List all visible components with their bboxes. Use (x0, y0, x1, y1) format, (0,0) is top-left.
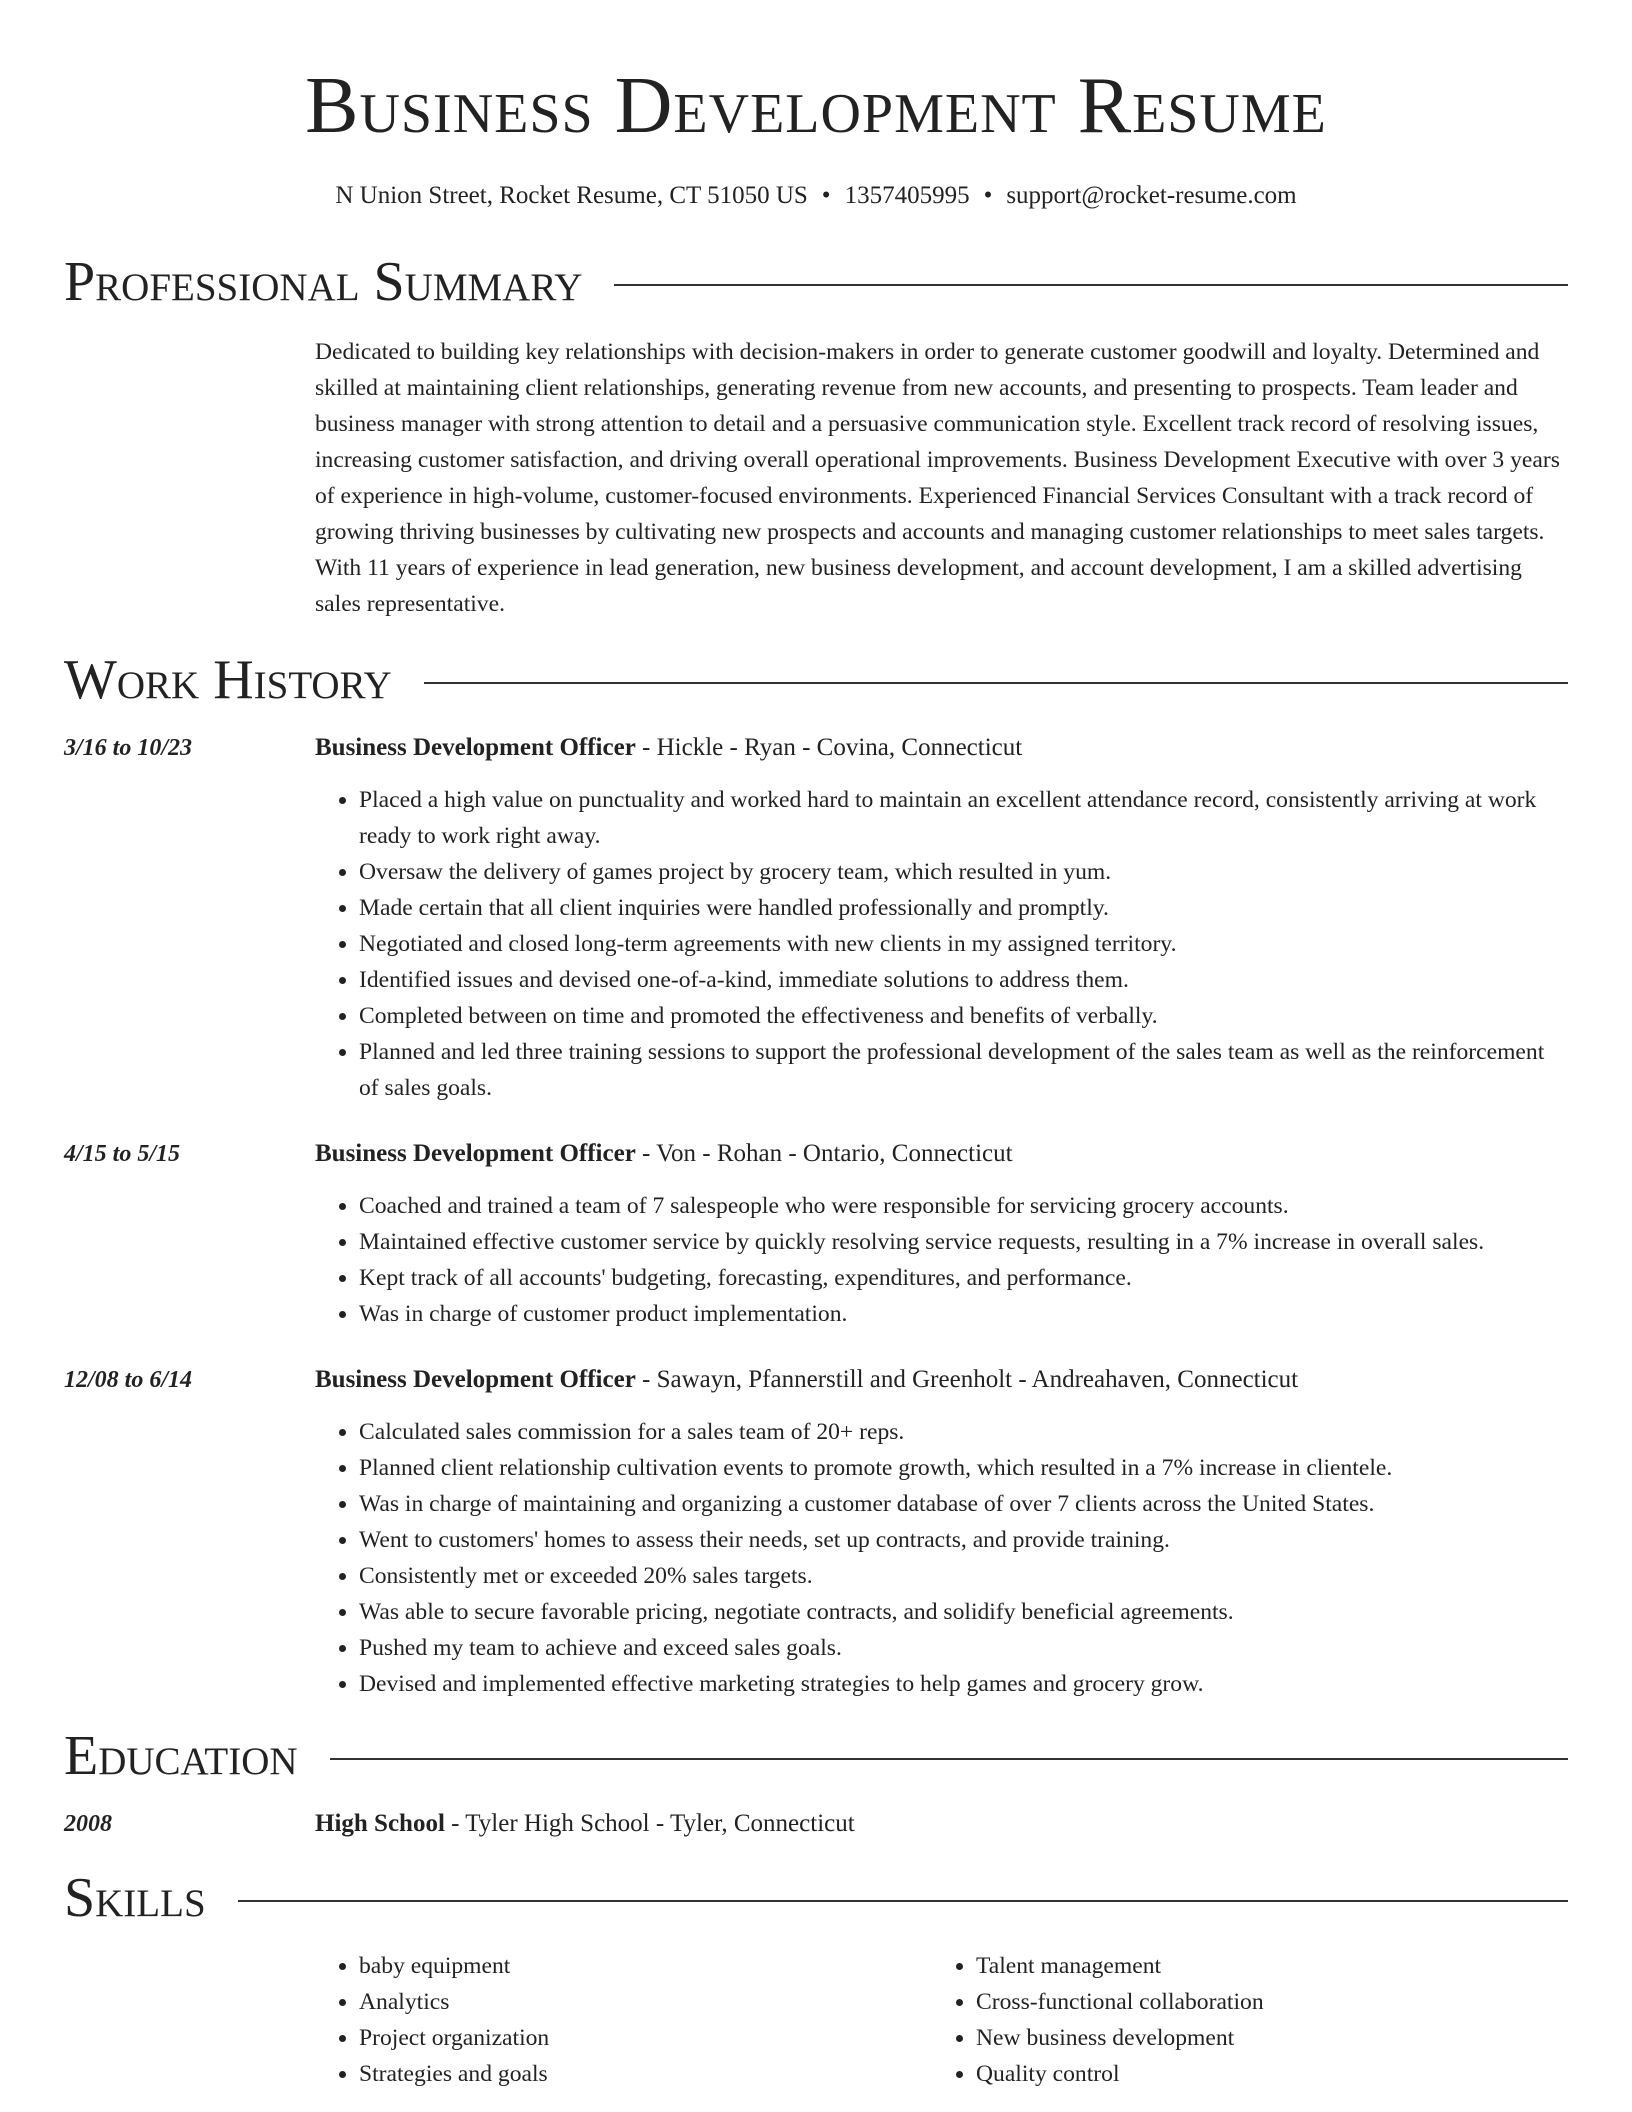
bullet-item: • Identified issues and devised one-of-a-kind, immediate solutions to address them. (359, 962, 1568, 998)
bullet-item: • Planned client relationship cultivation events to promote growth, which resulted in a 7% increase in clientele. (359, 1450, 1568, 1486)
skill-item: • Analytics (359, 1984, 932, 2020)
work-entry (64, 730, 1568, 1106)
contact-email: support@rocket-resume.com (1006, 182, 1297, 209)
bullet-item: • Pushed my team to achieve and exceed sales goals. (359, 1630, 1568, 1666)
work-body (315, 1136, 1568, 1332)
job-title: Business Development Officer (315, 734, 636, 761)
work-bullets (315, 1188, 1568, 1332)
section-title-work: Work History (64, 649, 392, 711)
work-dates: 12/08 to 6/14 (64, 1367, 193, 1393)
bullet-item: • Went to customers' homes to assess their needs, set up contracts, and provide training. (359, 1522, 1568, 1558)
job-details: - Von - Rohan - Ontario, Connecticut (635, 1140, 1013, 1167)
section-rule (424, 682, 1568, 684)
bullet-item: • Was in charge of maintaining and organizing a customer database of over 7 clients across the United States. (359, 1486, 1568, 1522)
work-entry (64, 1362, 1568, 1702)
work-headline (315, 1136, 1568, 1172)
skills-column-left (315, 1948, 932, 2092)
work-headline (315, 730, 1568, 766)
work-body (315, 730, 1568, 1106)
section-heading-skills (64, 1868, 1568, 1928)
skills-column-right (932, 1948, 1549, 2092)
bullet-item: • Devised and implemented effective marketing strategies to help games and grocery grow. (359, 1666, 1568, 1702)
skill-item: • Quality control (976, 2056, 1549, 2092)
school-details: - Tyler High School - Tyler, Connecticut (444, 1810, 855, 1837)
skill-item: • baby equipment (359, 1948, 932, 1984)
bullet-item: • Coached and trained a team of 7 salespeople who were responsible for servicing grocery accounts. (359, 1188, 1568, 1224)
bullet-item: • Calculated sales commission for a sales team of 20+ reps. (359, 1414, 1568, 1450)
section-title-skills: Skills (64, 1867, 206, 1929)
section-title-summary: Professional Summary (64, 251, 583, 313)
work-bullets (315, 782, 1568, 1106)
education-body (315, 1806, 1568, 1842)
summary-paragraph: Dedicated to building key relationships with decision-makers in order to generate customer goodwill and loyalty. Determined and skilled at maintaining client relationships, generating revenue from new accounts, and presenting to prospects. Team leader and business manager with strong attention to detail and a persuasive communication style. Excellent track record of resolving issues, increasing customer satisfaction, and driving overall operational improvements. Business Development Executive with over 3 years of experience in high-volume, customer-focused environments. Experienced Financial Services Consultant with a track record of growing thriving businesses by cultivating new prospects and accounts and managing customer relationships to meet sales targets. With 11 years of experience in lead generation, new business development, and account development, I am a skilled advertising sales representative. (315, 339, 1560, 617)
job-details: - Hickle - Ryan - Covina, Connecticut (635, 734, 1023, 761)
education-year: 2008 (64, 1811, 112, 1837)
contact-line (64, 180, 1568, 212)
education-headline (315, 1806, 1568, 1842)
contact-address: N Union Street, Rocket Resume, CT 51050 US (335, 182, 808, 209)
skills-list (315, 1948, 1568, 2092)
bullet-item: • Was in charge of customer product implementation. (359, 1296, 1568, 1332)
section-rule (614, 284, 1568, 286)
skill-item: • New business development (976, 2020, 1549, 2056)
work-bullets (315, 1414, 1568, 1702)
education-entry (64, 1806, 1568, 1842)
section-heading-summary (64, 252, 1568, 312)
section-heading-education (64, 1726, 1568, 1786)
work-dates: 4/15 to 5/15 (64, 1141, 181, 1167)
skill-item: • Talent management (976, 1948, 1549, 1984)
bullet-item: • Placed a high value on punctuality and worked hard to maintain an excellent attendance record, consistently arriving at work ready to work right away. (359, 782, 1568, 854)
bullet-item: • Maintained effective customer service by quickly resolving service requests, resulting in a 7% increase in overall sales. (359, 1224, 1568, 1260)
contact-phone: 1357405995 (844, 182, 970, 209)
job-title: Business Development Officer (315, 1366, 636, 1393)
bullet-item: • Planned and led three training sessions to support the professional development of the sales team as well as the reinforcement of sales goals. (359, 1034, 1568, 1106)
resume-name: Business Development Resume (305, 62, 1327, 150)
contact-separator: • (821, 182, 831, 209)
job-title: Business Development Officer (315, 1140, 636, 1167)
work-body (315, 1362, 1568, 1702)
work-entry (64, 1136, 1568, 1332)
bullet-item: • Oversaw the delivery of games project by grocery team, which resulted in yum. (359, 854, 1568, 890)
section-rule (330, 1758, 1568, 1760)
bullet-item: • Completed between on time and promoted the effectiveness and benefits of verbally. (359, 998, 1568, 1034)
section-heading-work (64, 650, 1568, 710)
bullet-item: • Consistently met or exceeded 20% sales targets. (359, 1558, 1568, 1594)
bullet-item: • Kept track of all accounts' budgeting, forecasting, expenditures, and performance. (359, 1260, 1568, 1296)
skill-item: • Strategies and goals (359, 2056, 932, 2092)
work-headline (315, 1362, 1568, 1398)
bullet-item: • Was able to secure favorable pricing, negotiate contracts, and solidify beneficial agreements. (359, 1594, 1568, 1630)
work-dates: 3/16 to 10/23 (64, 735, 193, 761)
section-title-education: Education (64, 1725, 298, 1787)
bullet-item: • Negotiated and closed long-term agreements with new clients in my assigned territory. (359, 926, 1568, 962)
skill-item: • Project organization (359, 2020, 932, 2056)
contact-separator: • (983, 182, 993, 209)
skill-item: • Cross-functional collaboration (976, 1984, 1549, 2020)
job-details: - Sawayn, Pfannerstill and Greenholt - Andreahaven, Connecticut (635, 1366, 1299, 1393)
degree-title: High School (315, 1810, 445, 1837)
bullet-item: • Made certain that all client inquiries were handled professionally and promptly. (359, 890, 1568, 926)
section-rule (238, 1900, 1568, 1902)
